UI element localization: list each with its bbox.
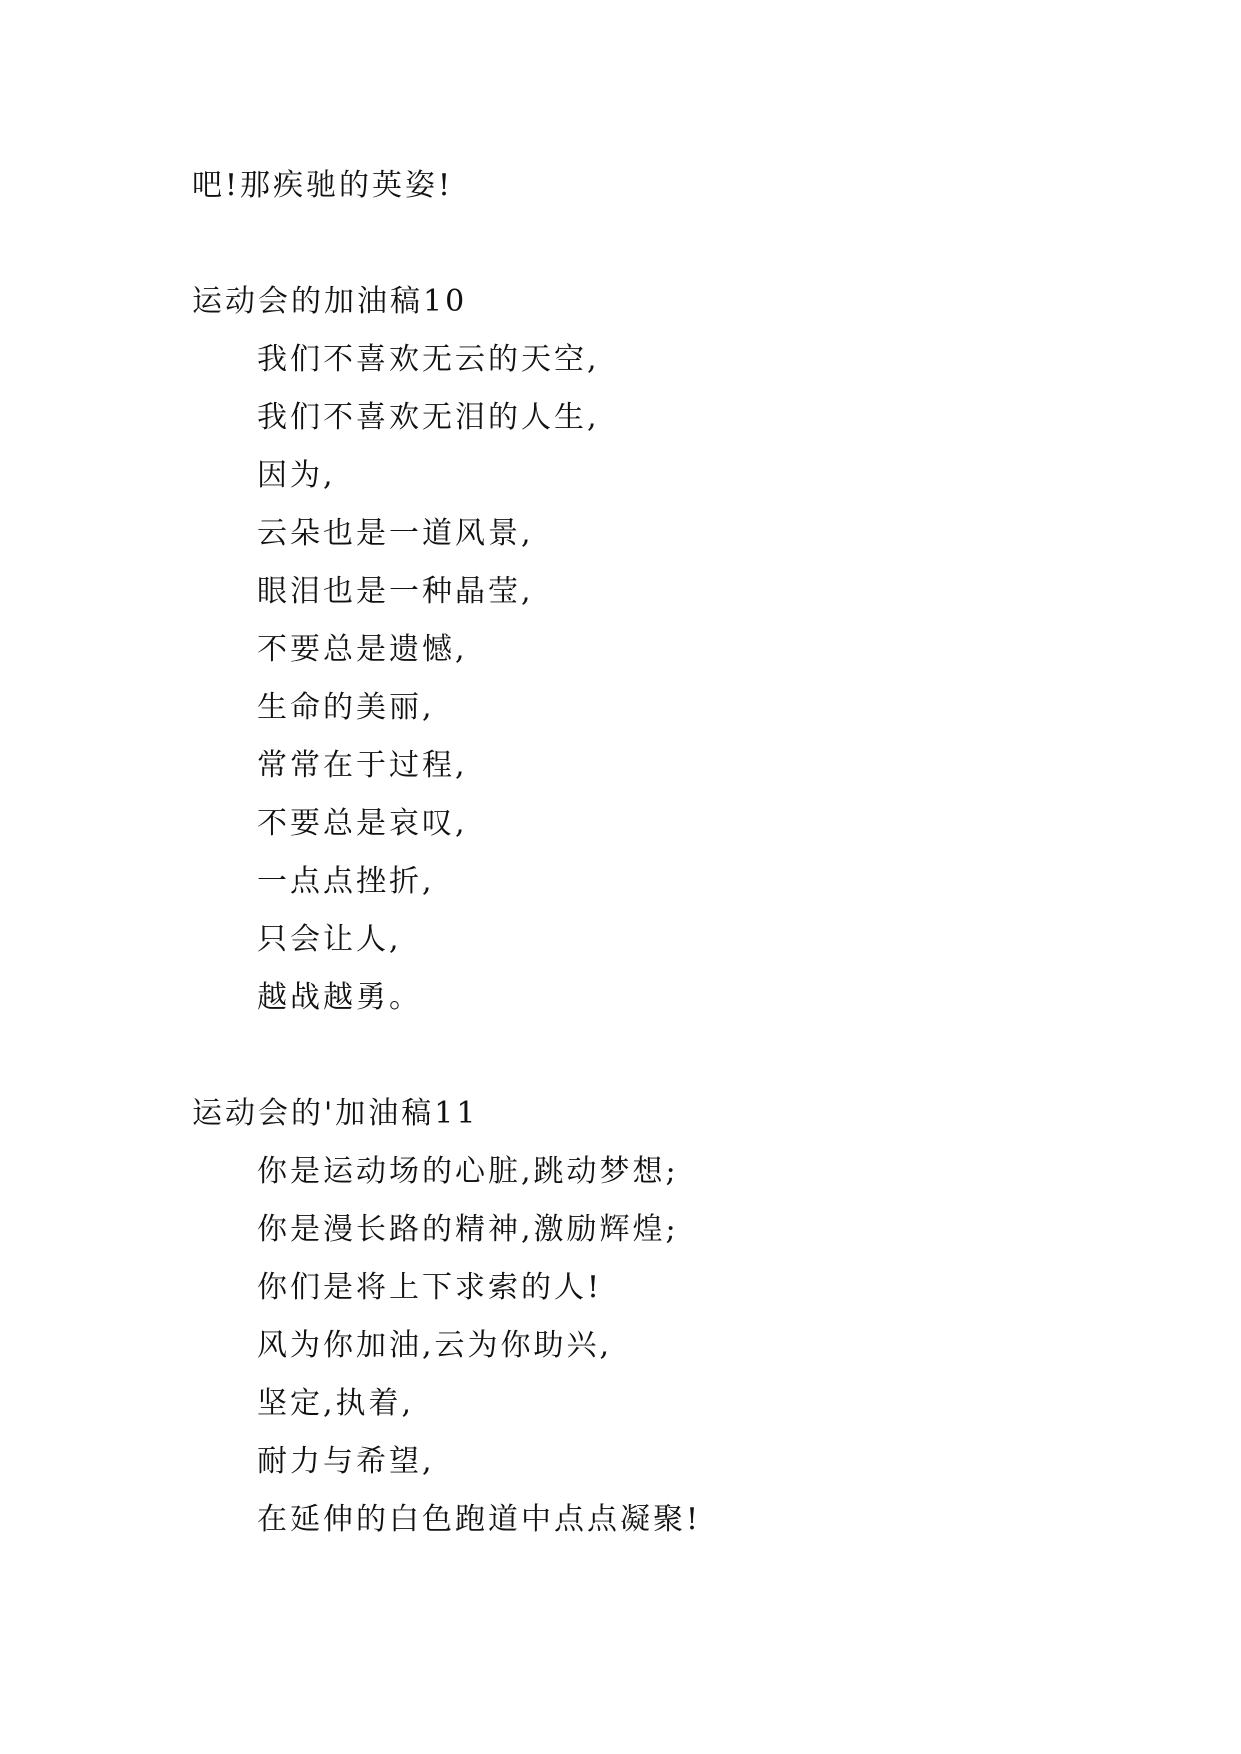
- poem-line: 我们不喜欢无云的天空,: [257, 342, 600, 377]
- poem-line: 我们不喜欢无泪的人生,: [257, 400, 600, 435]
- poem-line: 耐力与希望,: [257, 1444, 435, 1479]
- poem-line: 云朵也是一道风景,: [257, 516, 534, 551]
- poem-line: 只会让人,: [257, 922, 402, 957]
- poem-line: 不要总是哀叹,: [257, 806, 468, 841]
- section-heading-10: 运动会的加油稿10: [192, 284, 468, 319]
- poem-line: 眼泪也是一种晶莹,: [257, 574, 534, 609]
- poem-line: 在延伸的白色跑道中点点凝聚!: [257, 1502, 702, 1537]
- poem-line: 你是运动场的心脏,跳动梦想;: [257, 1154, 679, 1189]
- section-heading-11: 运动会的'加油稿11: [192, 1096, 479, 1131]
- poem-line: 一点点挫折,: [257, 864, 435, 899]
- poem-line: 你们是将上下求索的人!: [257, 1270, 603, 1305]
- poem-line: 风为你加油,云为你助兴,: [257, 1328, 613, 1363]
- poem-line: 不要总是遗憾,: [257, 632, 468, 667]
- poem-line: 你是漫长路的精神,激励辉煌;: [257, 1212, 679, 1247]
- poem-line: 坚定,执着,: [257, 1386, 415, 1421]
- poem-line: 因为,: [257, 458, 336, 493]
- poem-line: 生命的美丽,: [257, 690, 435, 725]
- intro-line: 吧!那疾驰的英姿!: [192, 168, 454, 203]
- poem-line: 越战越勇。: [257, 980, 422, 1015]
- poem-line: 常常在于过程,: [257, 748, 468, 783]
